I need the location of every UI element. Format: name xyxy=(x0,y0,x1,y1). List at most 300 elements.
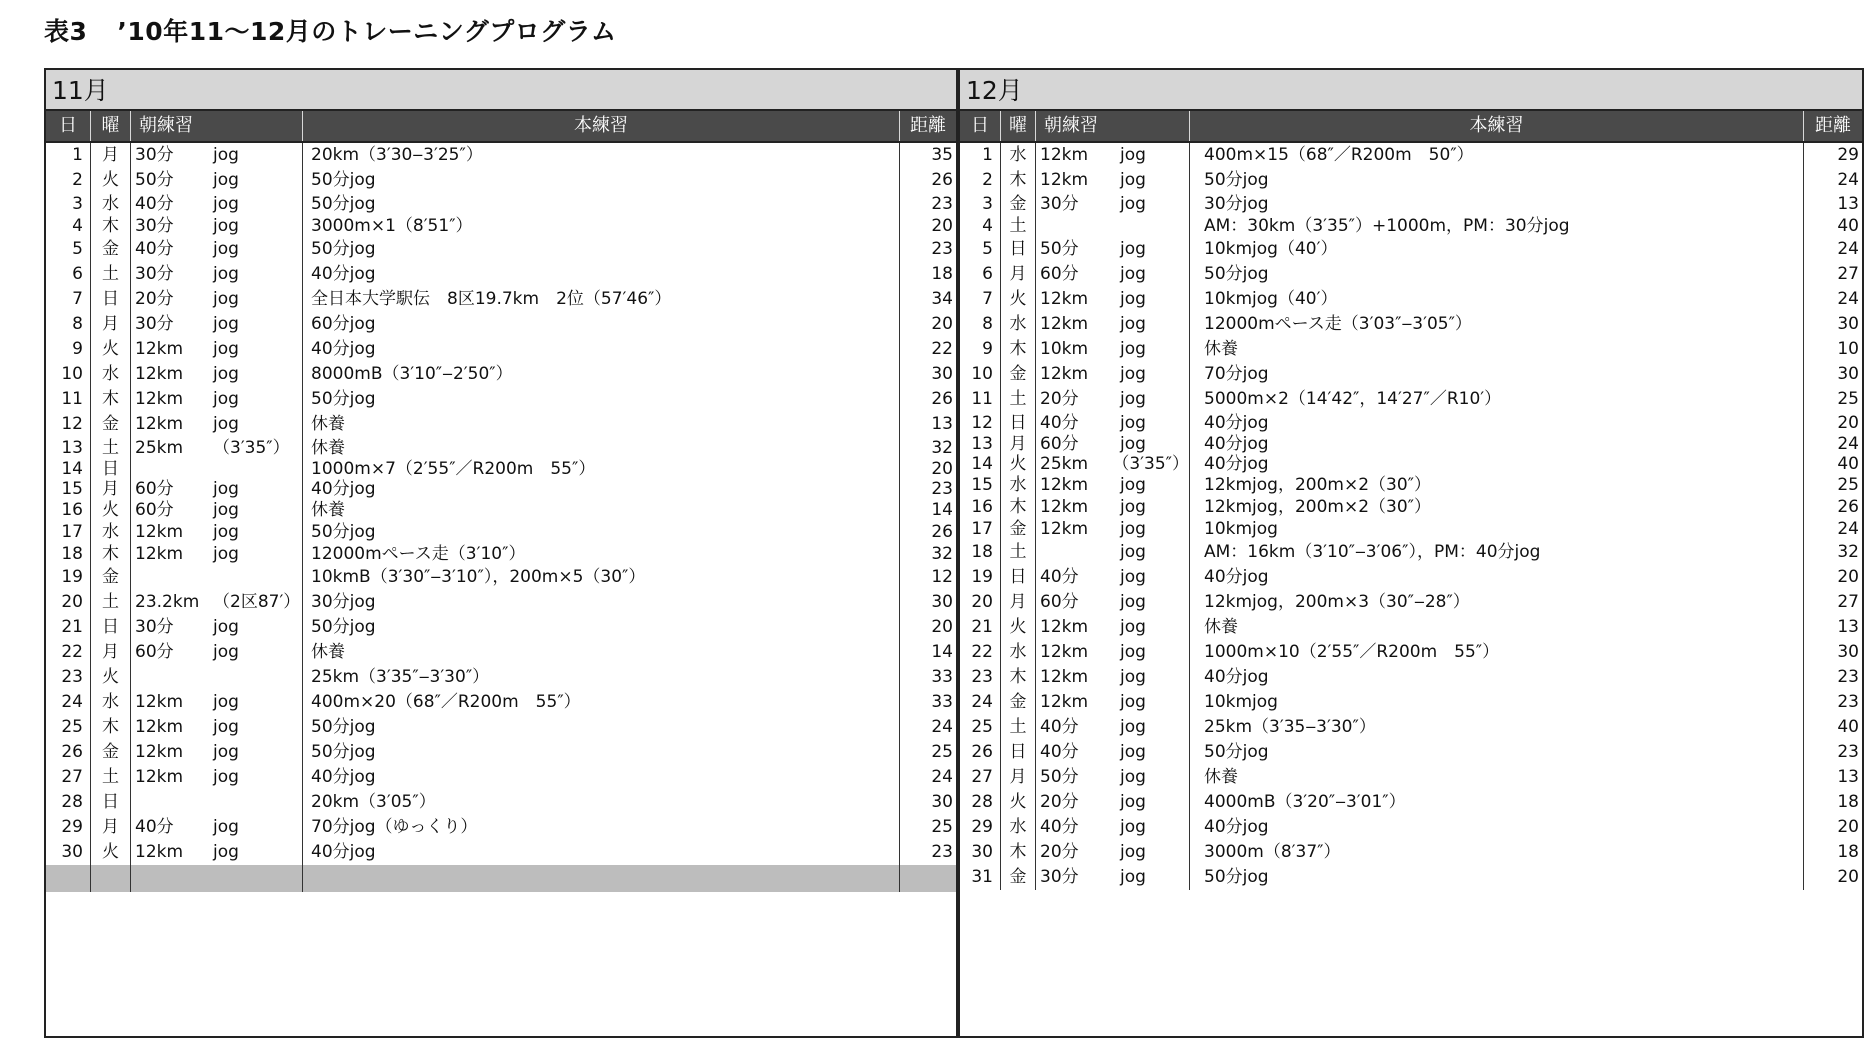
main-practice-cell: 30分jog xyxy=(303,590,900,615)
morning-practice-cell xyxy=(131,765,303,790)
main-practice-cell: 全日本大学駅伝 8区19.7km 2位（57′46″） xyxy=(303,287,900,312)
day-cell: 1 xyxy=(960,143,1001,168)
day-cell: 9 xyxy=(46,337,91,362)
morning-practice-cell xyxy=(1036,474,1190,496)
distance-cell: 26 xyxy=(1837,497,1859,517)
distance-cell: 32 xyxy=(1837,542,1859,562)
table-row xyxy=(46,740,956,765)
distance-cell: 24 xyxy=(1837,239,1859,259)
day-cell: 10 xyxy=(960,362,1001,387)
weekday-cell: 木 xyxy=(1001,665,1036,690)
weekday-cell: 水 xyxy=(1001,143,1036,168)
table-row xyxy=(46,387,956,412)
distance-cell: 20 xyxy=(931,617,953,637)
morning-amount: 40分 xyxy=(1040,817,1079,837)
distance-cell: 26 xyxy=(931,389,953,409)
weekday-cell: 木 xyxy=(1001,168,1036,193)
morning-amount: 12km xyxy=(1040,519,1089,539)
morning-amount: 12km xyxy=(135,339,184,359)
table-row xyxy=(46,262,956,287)
morning-type: jog xyxy=(1120,667,1146,687)
morning-amount xyxy=(135,565,213,590)
table-row xyxy=(46,412,956,437)
morning-amount: 40分 xyxy=(135,194,174,214)
table-row xyxy=(960,540,1862,565)
day-cell: 14 xyxy=(46,459,91,479)
morning-amount xyxy=(135,790,213,815)
weekday-cell: 月 xyxy=(1001,262,1036,287)
table-row xyxy=(46,479,956,499)
table-row xyxy=(46,193,956,215)
table-row xyxy=(46,459,956,479)
weekday-cell: 金 xyxy=(1001,690,1036,715)
morning-type: （2区87′） xyxy=(213,592,301,612)
morning-type: jog xyxy=(1120,339,1146,359)
table-row xyxy=(960,143,1862,168)
morning-type xyxy=(1120,215,1189,237)
morning-type: jog xyxy=(1120,239,1146,259)
morning-amount: 40分 xyxy=(135,817,174,837)
distance-cell: 29 xyxy=(1837,145,1859,165)
main-practice-cell: 40分jog xyxy=(1190,665,1804,690)
day-cell: 14 xyxy=(960,454,1001,474)
distance-cell: 40 xyxy=(1837,216,1859,236)
day-cell: 18 xyxy=(46,543,91,565)
day-cell: 18 xyxy=(960,540,1001,565)
distance-cell: 23 xyxy=(1837,667,1859,687)
weekday-cell: 金 xyxy=(91,740,131,765)
day-cell: 28 xyxy=(46,790,91,815)
morning-type: jog xyxy=(1120,792,1146,812)
distance-cell: 24 xyxy=(931,767,953,787)
table-row xyxy=(960,312,1862,337)
table-row xyxy=(960,387,1862,412)
day-cell: 19 xyxy=(46,565,91,590)
day-cell: 26 xyxy=(960,740,1001,765)
morning-amount: 12km xyxy=(1040,642,1089,662)
weekday-cell: 木 xyxy=(91,215,131,237)
morning-type: jog xyxy=(213,522,239,542)
morning-type: jog xyxy=(1120,475,1146,495)
morning-practice-cell xyxy=(131,590,303,615)
distance-cell: 40 xyxy=(1837,454,1859,474)
table-row xyxy=(960,815,1862,840)
main-practice-cell: 3000m×1（8′51″） xyxy=(303,215,900,237)
morning-type: jog xyxy=(1120,717,1146,737)
morning-type: jog xyxy=(1120,642,1146,662)
morning-type xyxy=(213,565,302,590)
distance-cell: 18 xyxy=(1837,842,1859,862)
day-cell: 25 xyxy=(46,715,91,740)
morning-practice-cell xyxy=(1036,518,1190,540)
distance-cell: 25 xyxy=(931,742,953,762)
morning-amount: 12km xyxy=(135,742,184,762)
morning-amount: 30分 xyxy=(1040,194,1079,214)
morning-amount: 12km xyxy=(135,522,184,542)
main-practice-cell: 50分jog xyxy=(1190,262,1804,287)
morning-amount: 10km xyxy=(1040,339,1089,359)
main-practice-cell: 4000mB（3′20″‒3′01″） xyxy=(1190,790,1804,815)
weekday-cell: 金 xyxy=(91,237,131,262)
table-row xyxy=(960,615,1862,640)
morning-type: jog xyxy=(1120,497,1146,517)
main-practice-cell: 10kmB（3′30″‒3′10″），200m×5（30″） xyxy=(303,565,900,590)
weekday-cell: 日 xyxy=(1001,740,1036,765)
morning-type: jog xyxy=(1120,314,1146,334)
distance-cell: 30 xyxy=(1837,642,1859,662)
table-row xyxy=(960,412,1862,434)
day-cell: 8 xyxy=(46,312,91,337)
main-practice-cell: AM：30km（3′35″）+1000m，PM：30分jog xyxy=(1190,215,1804,237)
empty-cell xyxy=(46,865,91,892)
main-practice-cell: 20km（3′30‒3′25″） xyxy=(303,143,900,168)
day-cell: 15 xyxy=(46,479,91,499)
table-row xyxy=(46,362,956,387)
main-practice-cell: AM：16km（3′10″‒3′06″），PM：40分jog xyxy=(1190,540,1804,565)
main-practice-cell: 25km（3′35″‒3′30″） xyxy=(303,665,900,690)
distance-cell: 24 xyxy=(1837,170,1859,190)
day-cell: 9 xyxy=(960,337,1001,362)
morning-amount: 12km xyxy=(1040,170,1089,190)
morning-type: jog xyxy=(213,767,239,787)
weekday-cell: 日 xyxy=(91,459,131,479)
morning-practice-cell xyxy=(1036,496,1190,518)
morning-amount: 12km xyxy=(1040,289,1089,309)
main-practice-cell: 50分jog xyxy=(303,168,900,193)
header-morning-practice: 朝練習 xyxy=(1036,111,1190,141)
morning-amount: 12km xyxy=(135,717,184,737)
table-row xyxy=(46,312,956,337)
weekday-cell: 火 xyxy=(1001,790,1036,815)
distance-cell: 23 xyxy=(931,479,953,499)
morning-practice-cell xyxy=(131,437,303,459)
table-row xyxy=(46,715,956,740)
month-header: 11月 xyxy=(46,70,956,111)
weekday-cell: 月 xyxy=(91,640,131,665)
weekday-cell: 月 xyxy=(91,143,131,168)
table-body xyxy=(960,143,1862,890)
day-cell: 11 xyxy=(46,387,91,412)
weekday-cell: 月 xyxy=(1001,590,1036,615)
morning-type: jog xyxy=(1120,170,1146,190)
morning-type: （3′35″） xyxy=(1112,454,1189,474)
morning-amount xyxy=(135,459,213,479)
main-practice-cell: 3000m（8′37″） xyxy=(1190,840,1804,865)
main-practice-cell: 400m×20（68″／R200m 55″） xyxy=(303,690,900,715)
morning-amount: 60分 xyxy=(135,479,174,499)
morning-amount: 12km xyxy=(1040,475,1089,495)
morning-type xyxy=(213,665,302,690)
weekday-cell: 金 xyxy=(91,412,131,437)
morning-practice-cell xyxy=(1036,215,1190,237)
day-cell: 2 xyxy=(960,168,1001,193)
table-row xyxy=(960,237,1862,262)
morning-amount: 12km xyxy=(135,842,184,862)
morning-type: jog xyxy=(213,842,239,862)
table-row xyxy=(960,740,1862,765)
morning-practice-cell xyxy=(1036,615,1190,640)
main-practice-cell: 1000m×10（2′55″／R200m 55″） xyxy=(1190,640,1804,665)
morning-type: jog xyxy=(1120,592,1146,612)
day-cell: 29 xyxy=(46,815,91,840)
distance-cell: 20 xyxy=(1837,413,1859,433)
distance-cell: 20 xyxy=(1837,867,1859,887)
morning-practice-cell xyxy=(131,387,303,412)
morning-practice-cell xyxy=(1036,815,1190,840)
main-practice-cell: 60分jog xyxy=(303,312,900,337)
main-practice-cell: 12000mペース走（3′03″‒3′05″） xyxy=(1190,312,1804,337)
page-title xyxy=(44,12,617,48)
morning-amount: 50分 xyxy=(1040,767,1079,787)
morning-amount: 20分 xyxy=(1040,792,1079,812)
morning-amount xyxy=(1040,215,1120,237)
morning-type: jog xyxy=(1120,364,1146,384)
table-row xyxy=(960,337,1862,362)
weekday-cell: 水 xyxy=(91,521,131,543)
morning-type: jog xyxy=(1120,264,1146,284)
morning-practice-cell xyxy=(131,287,303,312)
morning-practice-cell xyxy=(131,193,303,215)
day-cell: 7 xyxy=(46,287,91,312)
distance-cell: 40 xyxy=(1837,717,1859,737)
main-practice-cell: 50分jog xyxy=(303,237,900,262)
morning-amount: 20分 xyxy=(135,289,174,309)
header-main-practice: 本練習 xyxy=(1190,111,1804,141)
weekday-cell: 水 xyxy=(1001,474,1036,496)
morning-practice-cell xyxy=(1036,193,1190,215)
day-cell: 13 xyxy=(960,434,1001,454)
morning-practice-cell xyxy=(1036,337,1190,362)
morning-practice-cell xyxy=(1036,640,1190,665)
morning-type: jog xyxy=(213,339,239,359)
weekday-cell: 火 xyxy=(91,499,131,521)
main-practice-cell: 1000m×7（2′55″／R200m 55″） xyxy=(303,459,900,479)
table-row xyxy=(46,143,956,168)
day-cell: 12 xyxy=(960,412,1001,434)
main-practice-cell: 50分jog xyxy=(303,715,900,740)
morning-practice-cell xyxy=(1036,765,1190,790)
morning-practice-cell xyxy=(131,790,303,815)
distance-cell: 24 xyxy=(1837,289,1859,309)
weekday-cell: 日 xyxy=(1001,412,1036,434)
morning-type: jog xyxy=(213,692,239,712)
empty-filler-row xyxy=(46,865,956,892)
morning-amount: 30分 xyxy=(135,264,174,284)
day-cell: 11 xyxy=(960,387,1001,412)
distance-cell: 13 xyxy=(1837,194,1859,214)
day-cell: 6 xyxy=(960,262,1001,287)
morning-amount: 20分 xyxy=(1040,389,1079,409)
table-row xyxy=(46,590,956,615)
main-practice-cell: 12kmjog，200m×2（30″） xyxy=(1190,496,1804,518)
morning-amount: 60分 xyxy=(135,500,174,520)
main-practice-cell: 40分jog xyxy=(303,840,900,865)
weekday-cell: 月 xyxy=(91,479,131,499)
day-cell: 25 xyxy=(960,715,1001,740)
header-morning-practice: 朝練習 xyxy=(131,111,303,141)
day-cell: 15 xyxy=(960,474,1001,496)
morning-practice-cell xyxy=(131,565,303,590)
distance-cell: 27 xyxy=(1837,592,1859,612)
morning-amount: 12km xyxy=(135,389,184,409)
distance-cell: 30 xyxy=(931,364,953,384)
morning-amount: 60分 xyxy=(135,642,174,662)
morning-type: jog xyxy=(1120,817,1146,837)
morning-type: jog xyxy=(213,145,239,165)
main-practice-cell: 50分jog xyxy=(303,521,900,543)
day-cell: 3 xyxy=(46,193,91,215)
day-cell: 21 xyxy=(960,615,1001,640)
day-cell: 1 xyxy=(46,143,91,168)
day-cell: 22 xyxy=(960,640,1001,665)
distance-cell: 13 xyxy=(1837,767,1859,787)
distance-cell: 30 xyxy=(931,792,953,812)
day-cell: 19 xyxy=(960,565,1001,590)
day-cell: 7 xyxy=(960,287,1001,312)
weekday-cell: 水 xyxy=(1001,640,1036,665)
day-cell: 5 xyxy=(960,237,1001,262)
main-practice-cell: 休養 xyxy=(1190,615,1804,640)
distance-cell: 24 xyxy=(1837,434,1859,454)
morning-amount: 25km xyxy=(1040,454,1089,474)
morning-amount: 12km xyxy=(135,414,184,434)
empty-cell xyxy=(900,865,956,892)
weekday-cell: 水 xyxy=(91,362,131,387)
main-practice-cell: 8000mB（3′10″‒2′50″） xyxy=(303,362,900,387)
weekday-cell: 火 xyxy=(1001,615,1036,640)
table-row xyxy=(46,337,956,362)
morning-practice-cell xyxy=(1036,454,1190,474)
day-cell: 17 xyxy=(46,521,91,543)
morning-practice-cell xyxy=(131,312,303,337)
weekday-cell: 土 xyxy=(91,765,131,790)
distance-cell: 14 xyxy=(931,500,953,520)
morning-type: jog xyxy=(213,216,239,236)
morning-amount xyxy=(135,665,213,690)
weekday-cell: 金 xyxy=(91,565,131,590)
weekday-cell: 土 xyxy=(91,437,131,459)
empty-cell xyxy=(91,865,131,892)
table-row xyxy=(960,362,1862,387)
weekday-cell: 月 xyxy=(1001,765,1036,790)
morning-type: jog xyxy=(213,364,239,384)
morning-amount: 30分 xyxy=(135,314,174,334)
morning-practice-cell xyxy=(131,143,303,168)
day-cell: 16 xyxy=(960,496,1001,518)
day-cell: 29 xyxy=(960,815,1001,840)
distance-cell: 23 xyxy=(931,194,953,214)
morning-practice-cell xyxy=(1036,362,1190,387)
weekday-cell: 土 xyxy=(1001,215,1036,237)
morning-type: jog xyxy=(1120,742,1146,762)
morning-amount: 12km xyxy=(135,692,184,712)
weekday-cell: 火 xyxy=(91,168,131,193)
morning-type: jog xyxy=(1120,692,1146,712)
morning-amount: 50分 xyxy=(1040,239,1079,259)
table-row xyxy=(960,287,1862,312)
weekday-cell: 水 xyxy=(91,690,131,715)
main-practice-cell: 12kmjog，200m×3（30″‒28″） xyxy=(1190,590,1804,615)
main-practice-cell: 休養 xyxy=(303,437,900,459)
main-practice-cell: 10kmjog xyxy=(1190,518,1804,540)
morning-practice-cell xyxy=(131,840,303,865)
weekday-cell: 木 xyxy=(91,715,131,740)
table-row xyxy=(46,543,956,565)
morning-type: jog xyxy=(213,617,239,637)
weekday-cell: 日 xyxy=(1001,237,1036,262)
morning-amount: 40分 xyxy=(1040,567,1079,587)
morning-type: jog xyxy=(1120,519,1146,539)
weekday-cell: 金 xyxy=(1001,362,1036,387)
morning-type xyxy=(213,790,302,815)
weekday-cell: 土 xyxy=(91,262,131,287)
distance-cell: 23 xyxy=(931,239,953,259)
day-cell: 30 xyxy=(46,840,91,865)
weekday-cell: 日 xyxy=(1001,565,1036,590)
morning-practice-cell xyxy=(131,215,303,237)
day-cell: 27 xyxy=(46,765,91,790)
morning-practice-cell xyxy=(131,715,303,740)
distance-cell: 10 xyxy=(1837,339,1859,359)
morning-type: jog xyxy=(213,414,239,434)
morning-amount: 12km xyxy=(1040,145,1089,165)
weekday-cell: 木 xyxy=(1001,496,1036,518)
header-main-practice: 本練習 xyxy=(303,111,900,141)
column-header-row xyxy=(46,111,956,143)
morning-practice-cell xyxy=(131,479,303,499)
weekday-cell: 金 xyxy=(1001,193,1036,215)
table-row xyxy=(46,168,956,193)
morning-practice-cell xyxy=(131,740,303,765)
main-practice-cell: 休養 xyxy=(1190,765,1804,790)
morning-type: jog xyxy=(1120,289,1146,309)
morning-practice-cell xyxy=(1036,665,1190,690)
morning-amount: 12km xyxy=(135,544,184,564)
weekday-cell: 土 xyxy=(1001,387,1036,412)
weekday-cell: 月 xyxy=(91,815,131,840)
morning-practice-cell xyxy=(131,337,303,362)
morning-practice-cell xyxy=(1036,565,1190,590)
distance-cell: 27 xyxy=(1837,264,1859,284)
weekday-cell: 火 xyxy=(91,665,131,690)
table-row xyxy=(960,715,1862,740)
table-row xyxy=(46,665,956,690)
morning-type: jog xyxy=(1120,567,1146,587)
weekday-cell: 日 xyxy=(91,615,131,640)
table-row xyxy=(46,815,956,840)
table-row xyxy=(46,790,956,815)
distance-cell: 33 xyxy=(931,667,953,687)
table-row xyxy=(960,665,1862,690)
table-row xyxy=(960,496,1862,518)
morning-type: （3′35″） xyxy=(213,438,290,458)
weekday-cell: 木 xyxy=(1001,337,1036,362)
morning-type: jog xyxy=(1120,389,1146,409)
main-practice-cell: 10kmjog xyxy=(1190,690,1804,715)
day-cell: 3 xyxy=(960,193,1001,215)
distance-cell: 14 xyxy=(931,642,953,662)
day-cell: 12 xyxy=(46,412,91,437)
morning-practice-cell xyxy=(1036,740,1190,765)
december-table xyxy=(958,68,1864,1038)
table-row xyxy=(46,690,956,715)
day-cell: 21 xyxy=(46,615,91,640)
morning-type: jog xyxy=(213,314,239,334)
month-header: 12月 xyxy=(960,70,1862,111)
morning-type: jog xyxy=(1120,194,1146,214)
morning-type: jog xyxy=(213,239,239,259)
morning-practice-cell xyxy=(131,237,303,262)
